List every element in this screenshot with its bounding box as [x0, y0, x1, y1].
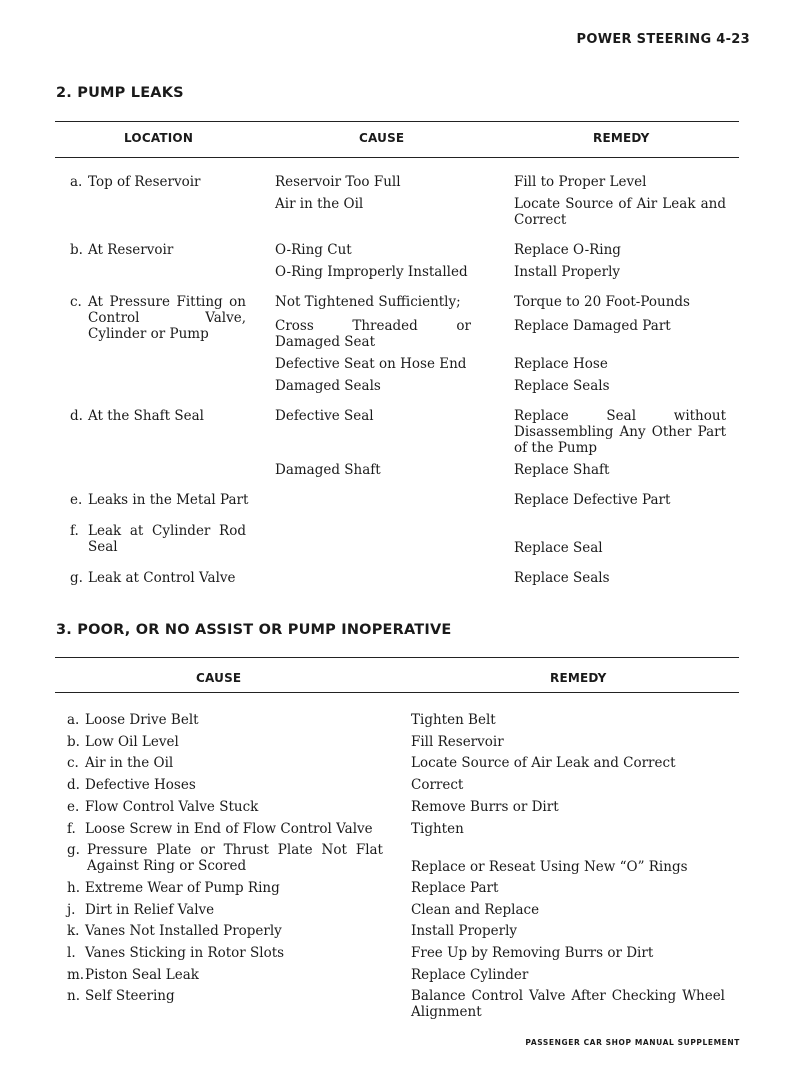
table-3-header-rule: [55, 692, 739, 693]
remedy-text: Free Up by Removing Burrs or Dirt: [411, 945, 654, 961]
cause-text: Vanes Not Installed Properly: [85, 923, 282, 939]
table-row: j. Dirt in Relief Valve: [67, 902, 215, 918]
table-row: l. Vanes Sticking in Rotor Slots: [67, 945, 285, 961]
remedy-text: Tighten: [411, 821, 464, 837]
cause-text: Self Steering: [85, 988, 175, 1004]
remedy-text: Locate Source of Air Leak and Correct: [411, 755, 676, 771]
table-row: c. Air in the Oil: [67, 755, 174, 771]
table-row: m.Piston Seal Leak: [67, 967, 199, 983]
cause-text: Piston Seal Leak: [85, 967, 199, 983]
cause-text: Extreme Wear of Pump Ring: [85, 880, 280, 896]
location-text: Top of Reservoir: [88, 174, 201, 190]
remedy-text: Fill Reservoir: [411, 734, 504, 750]
location-text: Leaks in the Metal Part: [88, 492, 249, 508]
cause-text: Low Oil Level: [85, 734, 179, 750]
section-3-title: 3. POOR, OR NO ASSIST OR PUMP INOPERATIVE: [56, 622, 452, 638]
remedy-text: Clean and Replace: [411, 902, 540, 918]
location-text: Leak at Cylinder Rod Seal: [88, 523, 246, 555]
page-header: POWER STEERING 4-23: [576, 32, 750, 47]
table-2-header-rule: [55, 157, 739, 158]
cause-text: Air in the Oil: [85, 755, 174, 771]
location-text: At Pressure Fitting on Control Valve, Cylinder or Pump: [88, 294, 246, 342]
table-2-header-location: LOCATION: [124, 131, 194, 145]
remedy-text: Balance Control Valve After Checking Wheel Alignment: [411, 988, 725, 1020]
table-row: g.: [67, 842, 80, 858]
location-text: At Reservoir: [88, 242, 174, 258]
remedy-text: Torque to 20 Foot-Pounds: [514, 294, 690, 310]
remedy-text: Replace Seal: [514, 540, 603, 556]
cause-text: Damaged Shaft: [275, 462, 381, 478]
section-2-title: 2. PUMP LEAKS: [56, 85, 184, 101]
remedy-text: Correct: [411, 777, 464, 793]
cause-text: Reservoir Too Full: [275, 174, 401, 190]
table-row: g. Leak at Control Valve: [70, 570, 236, 586]
table-row: d. At the Shaft Seal: [70, 408, 204, 424]
remedy-text: Replace O-Ring: [514, 242, 621, 258]
cause-text: Vanes Sticking in Rotor Slots: [85, 945, 285, 961]
remedy-text: Tighten Belt: [411, 712, 496, 728]
remedy-text: Replace Seals: [514, 378, 610, 394]
remedy-text: Replace Seal without Disassembling Any Other Part of the Pump: [514, 408, 726, 456]
table-row: n. Self Steering: [67, 988, 175, 1004]
location-text: Leak at Control Valve: [88, 570, 236, 586]
cause-text: Defective Hoses: [85, 777, 196, 793]
remedy-text: Remove Burrs or Dirt: [411, 799, 559, 815]
cause-text: Defective Seal: [275, 408, 374, 424]
table-row: a. Top of Reservoir: [70, 174, 201, 190]
cause-text: Cross Threaded or Damaged Seat: [275, 318, 471, 350]
cause-text: Damaged Seals: [275, 378, 381, 394]
table-row: e. Flow Control Valve Stuck: [67, 799, 259, 815]
table-row: c.: [70, 294, 82, 310]
cause-text: Loose Screw in End of Flow Control Valve: [85, 821, 373, 837]
table-row: b. Low Oil Level: [67, 734, 179, 750]
table-3-header-remedy: REMEDY: [550, 671, 607, 685]
table-2-header-remedy: REMEDY: [593, 131, 650, 145]
table-3-top-rule: [55, 657, 739, 658]
footer-text: PASSENGER CAR SHOP MANUAL SUPPLEMENT: [525, 1038, 740, 1047]
remedy-text: Replace Damaged Part: [514, 318, 671, 334]
cause-text: Flow Control Valve Stuck: [85, 799, 259, 815]
remedy-text: Replace Defective Part: [514, 492, 671, 508]
cause-text: Loose Drive Belt: [85, 712, 199, 728]
table-row: k. Vanes Not Installed Properly: [67, 923, 282, 939]
table-row: f.: [70, 523, 79, 539]
table-3-header-cause: CAUSE: [196, 671, 242, 685]
remedy-text: Replace Cylinder: [411, 967, 529, 983]
table-row: b. At Reservoir: [70, 242, 174, 258]
table-row: e. Leaks in the Metal Part: [70, 492, 249, 508]
remedy-text: Locate Source of Air Leak and Correct: [514, 196, 726, 228]
table-row: f. Loose Screw in End of Flow Control Valve: [67, 821, 373, 837]
remedy-text: Replace or Reseat Using New “O” Rings: [411, 859, 688, 875]
cause-text: Pressure Plate or Thrust Plate Not Flat Against Ring or Scored: [87, 842, 383, 874]
cause-text: O-Ring Improperly Installed: [275, 264, 468, 280]
remedy-text: Replace Hose: [514, 356, 608, 372]
cause-text: Defective Seat on Hose End: [275, 356, 467, 372]
remedy-text: Replace Seals: [514, 570, 610, 586]
location-text: At the Shaft Seal: [88, 408, 204, 424]
remedy-text: Install Properly: [514, 264, 621, 280]
remedy-text: Fill to Proper Level: [514, 174, 647, 190]
table-row: d. Defective Hoses: [67, 777, 196, 793]
cause-text: O-Ring Cut: [275, 242, 352, 258]
cause-text: Dirt in Relief Valve: [85, 902, 215, 918]
table-row: a. Loose Drive Belt: [67, 712, 199, 728]
remedy-text: Replace Part: [411, 880, 499, 896]
remedy-text: Replace Shaft: [514, 462, 610, 478]
table-row: h. Extreme Wear of Pump Ring: [67, 880, 280, 896]
remedy-text: Install Properly: [411, 923, 518, 939]
cause-text: Air in the Oil: [275, 196, 364, 212]
cause-text: Not Tightened Sufficiently;: [275, 294, 461, 310]
table-2-header-cause: CAUSE: [359, 131, 405, 145]
table-2-top-rule: [55, 121, 739, 122]
